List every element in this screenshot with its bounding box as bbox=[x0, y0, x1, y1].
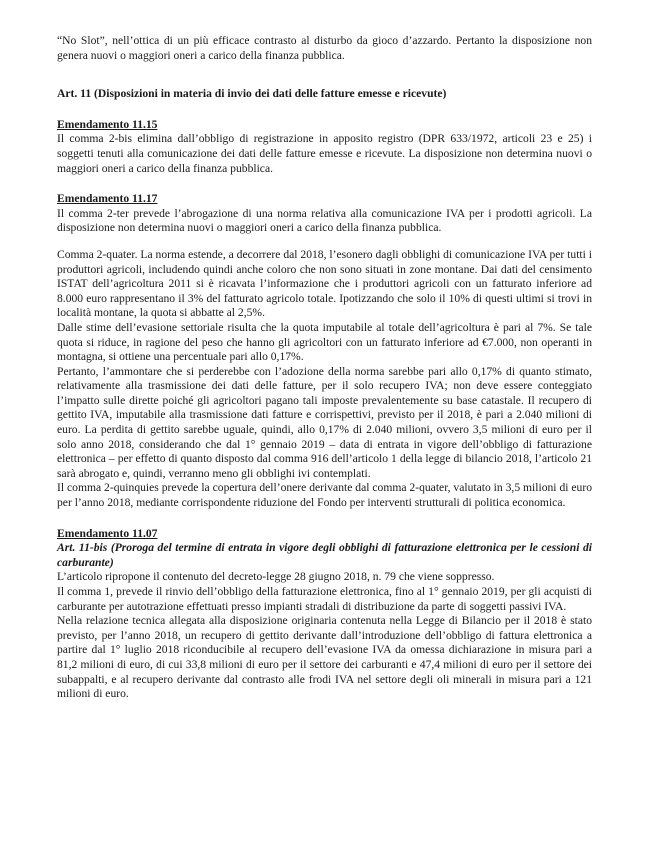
amendment-heading: Emendamento 11.17 bbox=[57, 192, 158, 206]
amendment-heading: Emendamento 11.15 bbox=[57, 117, 158, 131]
amendment-text: Il comma 2-bis elimina dall’obbligo di registrazione in apposito registro (DPR 633/1972, articoli 23 e 25) i soggetti tenuti alla comunicazione dei dati delle fatture emesse e ricevute. La disposizione non determina nuovi o maggiori oneri a carico della finanza pubblica. bbox=[57, 132, 592, 175]
paragraph-evasion-estimate: Dalle stime dell’evasione settoriale risulta che la quota imputabile al totale dell’agricoltura è pari al 7%. Se tale quota si riduce, in ragione del peso che hanno gli agricoltori con un fatturato inferiore ad €7.000, non operanti in montagna, si ottiene una percentuale pari allo 0,17%. bbox=[57, 320, 592, 364]
amendment-11-15 bbox=[57, 118, 592, 176]
amendment-text: Il comma 2-ter prevede l’abrogazione di una norma relativa alla comunicazione IVA per i prodotti agricoli. La disposizione non determina nuovi o maggiori oneri a carico della finanza pubblica. bbox=[57, 206, 592, 235]
paragraph-revenue-loss: Pertanto, l’ammontare che si perderebbe con l’adozione della norma sarebbe pari allo 0,17% di quanto stimato, relativamente alla trasmissione dei dati delle fatture, per il solo recupero IVA; non deve essere conteggiato l’impatto sulle dirette poiché gli agricoltori pagano tali imposte prevalentemente su base catastale. Il recupero di gettito IVA, imputabile alla trasmissione dati fatture e corrispettivi, previsto per il 2018, è pari a 2.040 milioni di euro. La perdita di gettito sarebbe uguale, quindi, allo 0,17% di 2.040 milioni, ovvero 3,5 milioni di euro per il solo anno 2018, considerando che dal 1° gennaio 2019 – data di entrata in vigore dell’obbligo di fatturazione elettronica – per effetto di quanto disposto dal comma 916 dell’articolo 1 della legge di bilancio 2018, l’articolo 21 sarà abrogato e, quindi, verranno meno gli obblighi ivi contemplati. bbox=[57, 364, 592, 480]
paragraph-comma-1: Il comma 1, prevede il rinvio dell’obbligo della fatturazione elettronica, fino al 1° gennaio 2019, per gli acquisti di carburante per autotrazione effettuati presso impianti stradali di distribuzione da parte di soggetti passivi IVA. bbox=[57, 585, 592, 613]
amendment-heading: Emendamento 11.07 bbox=[57, 526, 158, 540]
paragraph-comma-2-quater: Comma 2-quater. La norma estende, a decorrere dal 2018, l’esonero dagli obblighi di comunicazione IVA per tutti i produttori agricoli, includendo quindi anche coloro che non sono situati in zone montane. Dai dati del censimento ISTAT dell’agricoltura 2011 si è ricavata l’informazione che i produttori agricoli con un fatturato inferiore ad 8.000 euro rappresentano il 3% del fatturato agricolo totale. Ipotizzando che solo il 10% di questi ultimi si trovi in località montane, la quota si abbatte al 2,5%. bbox=[57, 247, 592, 320]
amendment-11-17 bbox=[57, 192, 592, 510]
paragraph-technical-report: Nella relazione tecnica allegata alla disposizione originaria contenuta nella Legge di Bilancio per il 2018 è stato previsto, per l’anno 2018, un recupero di gettito derivante dall’introduzione dell’obbligo di fattura elettronica a partire dal 1° luglio 2018 riconducibile al recupero dell’evasione IVA da omessa dichiarazione in misura pari a 81,2 milioni di euro, di cui 33,8 milioni di euro per il settore dei carburanti e 47,4 milioni di euro per il settore dei subappalti, e al recupero derivante dal contrasto alle frodi IVA nel settore degli oli minerali in misura pari a 121 milioni di euro. bbox=[57, 614, 592, 701]
article-title: Art. 11 (Disposizioni in materia di invio dei dati delle fatture emesse e ricevute) bbox=[57, 87, 447, 101]
intro-paragraph: “No Slot”, nell’ottica di un più efficace contrasto al disturbo da gioco d’azzardo. Pertanto la disposizione non genera nuovi o maggiori oneri a carico della finanza pubblica. bbox=[57, 34, 592, 62]
paragraph-decree: L’articolo ripropone il contenuto del decreto-legge 28 giugno 2018, n. 79 che viene soppresso. bbox=[57, 570, 495, 584]
article-11-bis-title: Art. 11-bis (Proroga del termine di entrata in vigore degli obblighi di fatturazione elettronica per le cessioni di carburante) bbox=[57, 541, 592, 569]
paragraph-comma-2-quinquies: Il comma 2-quinquies prevede la copertura dell’onere derivante dal comma 2-quater, valutato in 3,5 milioni di euro per l’anno 2018, mediante corrispondente riduzione del Fondo per interventi strutturali di politica economica. bbox=[57, 481, 592, 510]
amendment-11-07 bbox=[57, 527, 592, 702]
